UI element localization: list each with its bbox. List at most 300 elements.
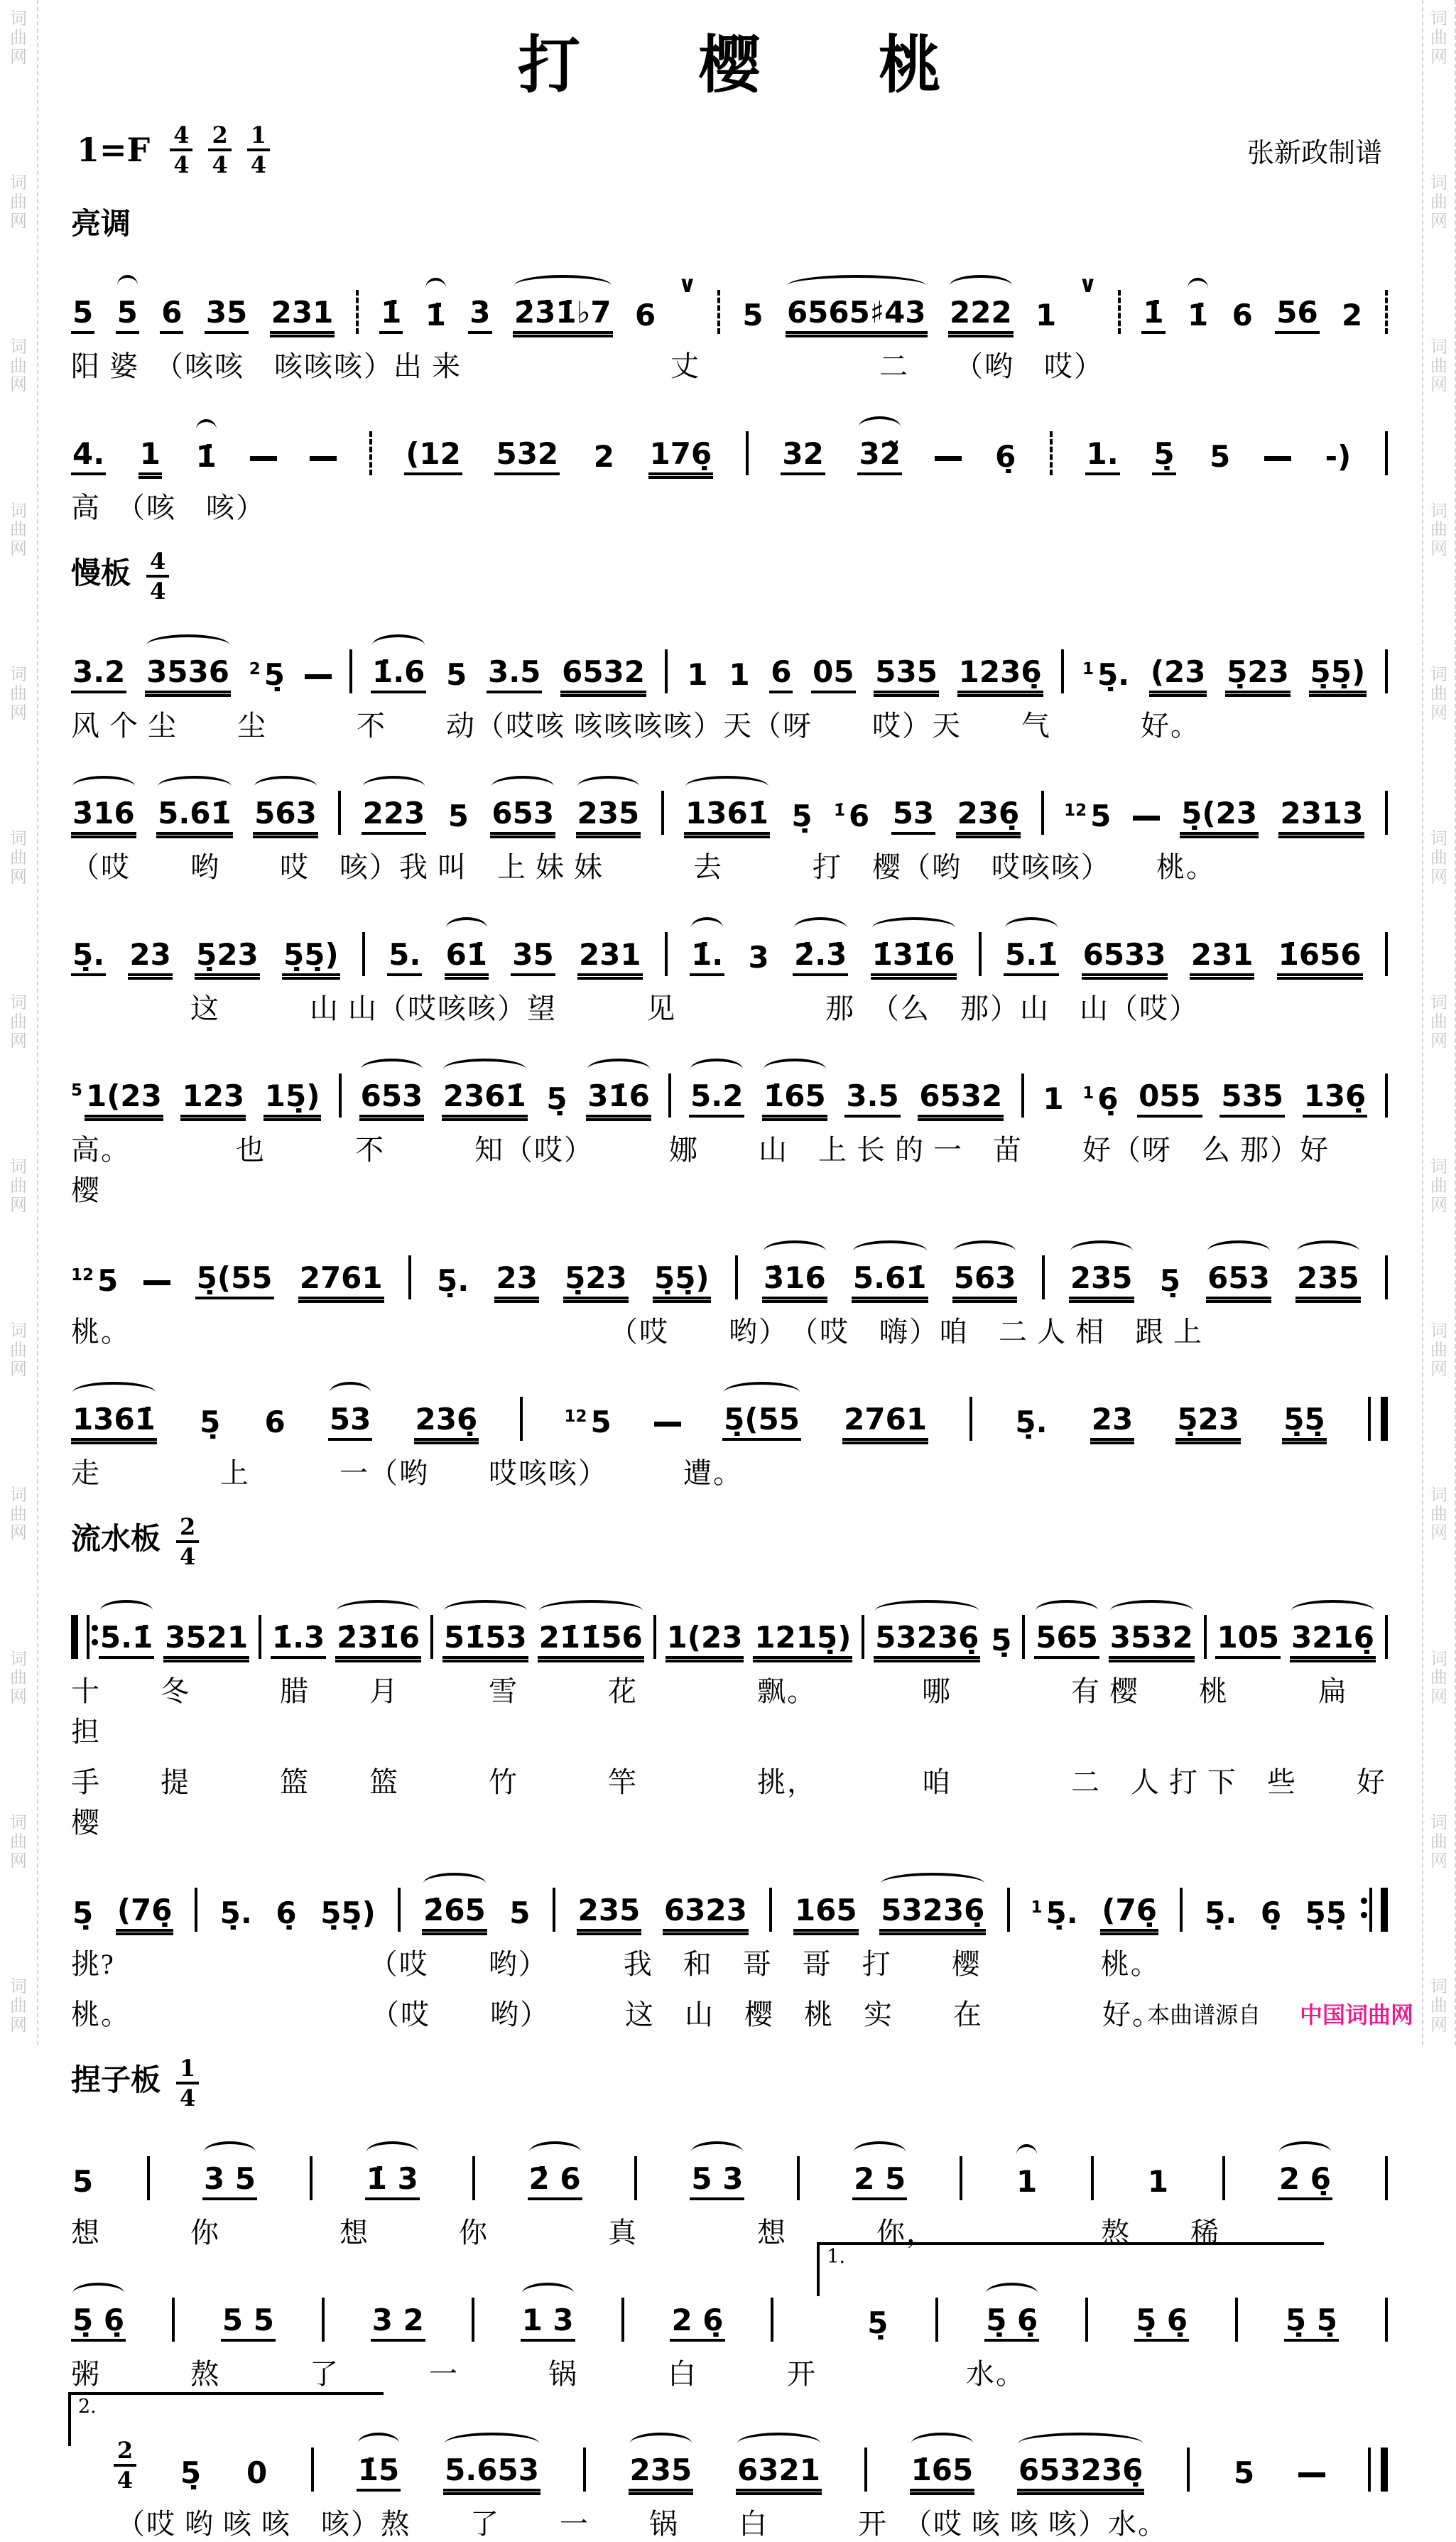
- lyrics-row-10-1: 挑? （哎 哟） 我 和 哥 哥 打 樱 桃。: [71, 1948, 1161, 1980]
- barline: [862, 1615, 864, 1659]
- footer: [1147, 1997, 1413, 2030]
- note-token: 5̣(55: [722, 1405, 801, 1441]
- note-token: 3532: [1109, 1623, 1195, 1659]
- note-token: 6̣: [1260, 1895, 1282, 1930]
- barline: [1222, 2156, 1225, 2200]
- note-token: 535: [874, 657, 939, 693]
- barline: [398, 1888, 401, 1932]
- section-name: 捏子板: [71, 2065, 161, 2097]
- note-token: 53236̣: [879, 1895, 986, 1932]
- grace-note: 1: [1031, 1898, 1043, 1917]
- note-token: 235: [576, 799, 641, 835]
- barline-dashed: [369, 431, 372, 475]
- note-token: 6565♯43: [786, 298, 928, 334]
- watermark-text: 词 曲 网: [1430, 1814, 1447, 1871]
- grace-note: 12: [71, 1266, 94, 1284]
- barline: [668, 1073, 671, 1118]
- note-token: (23: [1149, 657, 1207, 693]
- barline: [1061, 649, 1064, 693]
- watermark-text: 词 曲 网: [10, 1650, 27, 1707]
- barline: [472, 2298, 474, 2342]
- note-token: 6̣: [995, 439, 1016, 474]
- watermark-text: 词 曲 网: [1430, 1321, 1447, 1379]
- note-token: 105: [1215, 1623, 1281, 1659]
- watermark-text: 词 曲 网: [1430, 1650, 1447, 1707]
- note-token: 32: [781, 439, 825, 475]
- note-token: 1̇65: [910, 2455, 975, 2492]
- lyrics-row-1-1: 阳 婆 （咳咳 咳咳咳）出 来 丈 二 （哟 哎）: [71, 350, 1104, 382]
- watermark-text: 词 曲 网: [10, 337, 27, 395]
- note-token: 1̇: [379, 298, 403, 334]
- note-token: 5 5: [221, 2305, 276, 2342]
- barline: [1187, 2448, 1190, 2492]
- note-token: 5: [509, 1895, 531, 1930]
- note-token: 235: [1295, 1263, 1361, 1299]
- note-token: 5̣(23: [1180, 799, 1259, 835]
- barline: [771, 2298, 773, 2342]
- note-token: 5̣: [867, 2305, 889, 2340]
- note-token: 23: [1090, 1405, 1134, 1441]
- barline: [661, 791, 664, 835]
- note-token: 1361̇: [71, 1405, 157, 1441]
- note-token: 1̇.3: [271, 1623, 326, 1659]
- note-token: 5.61̇: [852, 1263, 928, 1299]
- note-token: 2 6̣: [1278, 2164, 1332, 2200]
- duration-dash: [935, 456, 962, 461]
- watermark-text: 词 曲 网: [10, 666, 27, 723]
- lyrics-row-9-2: 手 提 篮 篮 竹 竿 挑， 咱 二 人 打 下 些 好 樱: [71, 1766, 1446, 1839]
- barline: [1385, 1255, 1388, 1299]
- note-token: 223: [362, 799, 427, 835]
- key-signature-group: [77, 121, 270, 178]
- note-token: 3.5: [844, 1081, 900, 1118]
- note-token: 5̣23: [1175, 1405, 1241, 1441]
- note-token: 3216̣: [1290, 1623, 1376, 1659]
- barline-dashed: [1385, 290, 1388, 334]
- watermark-text: 词 曲 网: [10, 1814, 27, 1871]
- barline-dashed: [717, 290, 720, 334]
- note-token: 3: [748, 940, 769, 975]
- barline: [1007, 1888, 1010, 1932]
- note-token: 222: [948, 298, 1014, 334]
- note-token: 5̣5̣: [1282, 1405, 1326, 1441]
- note-token: 5̣: [180, 2455, 202, 2490]
- notes-line-4: [71, 791, 1388, 835]
- note-token: 21̇1̇56: [538, 1623, 644, 1659]
- note-token: 35: [205, 298, 249, 334]
- note-token: 5̣: [200, 1405, 221, 1439]
- note-token: 5̣: [791, 799, 813, 833]
- note-token: 3.2: [71, 657, 126, 693]
- lyrics-row-7-1: 桃。 （哎 哟） （哎 嗨）咱 二 人 相 跟 上: [71, 1316, 1203, 1348]
- watermark-text: 词 曲 网: [1430, 10, 1447, 67]
- barline: [1042, 1255, 1045, 1299]
- barline-dashed: [356, 290, 359, 334]
- section-name: 流水板: [71, 1523, 161, 1556]
- note-token: $^{12}$ 5: [71, 1263, 119, 1298]
- note-token: 1̇ 3: [365, 2164, 420, 2200]
- barline: [1022, 1615, 1025, 1659]
- final-barline: [1368, 1397, 1388, 1441]
- watermark-text: 词 曲 网: [1430, 994, 1447, 1051]
- note-token: 5: [742, 298, 764, 332]
- note-token: 5.1̇: [1004, 940, 1059, 976]
- barline: [349, 649, 352, 693]
- note-token: 1̇.: [690, 940, 724, 976]
- barline: [553, 1888, 555, 1932]
- barline: [172, 2298, 175, 2342]
- watermark-text: 词 曲 网: [1430, 1486, 1447, 1543]
- duration-dash: [1298, 2472, 1325, 2477]
- barline: [746, 431, 749, 475]
- lyrics-row-8-1: 走 上 一（哟 哎咳咳） 遭。: [71, 1457, 743, 1489]
- barline: [147, 2156, 150, 2200]
- note-token: 31̇6: [586, 1081, 651, 1118]
- barline: [979, 932, 982, 976]
- note-token: 4.: [71, 439, 106, 475]
- note-token: 5: [1210, 439, 1231, 474]
- grace-note: 5: [71, 1081, 83, 1100]
- note-token: 136̣: [1303, 1081, 1368, 1118]
- note-token: 5̣23: [563, 1263, 629, 1299]
- note-token: 5̣ 5̣: [1284, 2305, 1339, 2342]
- time-signature: $\frac{1}{4}$: [247, 124, 270, 176]
- note-token: 6̣: [276, 1895, 297, 1930]
- barline: [1385, 1073, 1388, 1118]
- duration-dash: [1133, 816, 1160, 821]
- lyrics-row-5-1: 这 山 山（哎咳咳）望 见 那 （么 那）山 山（哎）: [71, 993, 1199, 1024]
- note-token: 2 5: [852, 2164, 907, 2200]
- note-token: 5: [1234, 2455, 1255, 2490]
- notes-line-5: [71, 932, 1388, 976]
- note-token: (76̣: [1100, 1895, 1158, 1932]
- section-label: [71, 200, 1388, 243]
- notes-line-3: [71, 649, 1388, 693]
- grace-note: 1̇: [834, 801, 846, 820]
- barline: [735, 1255, 738, 1299]
- note-token: 2: [593, 439, 614, 474]
- duration-dash: [1264, 456, 1291, 461]
- section-label: [71, 548, 1388, 605]
- watermark-text: 词 曲 网: [10, 1158, 27, 1215]
- note-token: 5̣23: [195, 940, 260, 976]
- barline: [259, 1615, 261, 1659]
- barline: [1021, 1073, 1024, 1118]
- note-token: 235: [1069, 1263, 1134, 1299]
- note-token: 5̣: [991, 1623, 1012, 1657]
- notes-line-12: 5̣ 6̣ 5 5 3 2 1 3 2 6̣ 1. 5̣ 5̣ 6̣ 5̣ 6̣ 5̣ 5̣: [71, 2298, 1388, 2342]
- barline-dashed: [1118, 290, 1121, 334]
- note-token: 5̣5̣): [653, 1263, 711, 1299]
- watermark-text: 词 曲 网: [1430, 1158, 1447, 1215]
- barline: [1085, 2298, 1088, 2342]
- note-token: 5.653: [443, 2455, 540, 2492]
- note-token: 3: [468, 298, 491, 334]
- lyrics-row-3-1: 风 个 尘 尘 不 动（哎咳 咳咳咳咳）天（呀 哎）天 气 好。: [71, 710, 1200, 742]
- note-token: $^1$ 5̣.: [1082, 657, 1130, 692]
- note-token: $^{12}$ 5: [1064, 799, 1112, 833]
- barline: [653, 1615, 656, 1659]
- duration-dash: [654, 1422, 681, 1427]
- watermark-text: 词 曲 网: [10, 994, 27, 1051]
- watermark-text: 词 曲 网: [10, 1321, 27, 1379]
- grace-note: 2: [249, 660, 261, 678]
- barline: [621, 2298, 624, 2342]
- notes-line-2: [71, 431, 1388, 475]
- barline: [1385, 431, 1388, 475]
- note-token: 653: [490, 799, 555, 835]
- note-token: 23: [128, 940, 172, 976]
- note-token: 53236̣: [874, 1623, 980, 1659]
- barline: [1091, 2156, 1094, 2200]
- note-token: 2761: [298, 1263, 384, 1299]
- repeat-end-barline: [1369, 1888, 1388, 1932]
- barline: [1041, 791, 1044, 835]
- note-token: 0: [246, 2455, 268, 2490]
- lyrics-row-11-1: 想 你 想 你 真 想 你， 熬 稀: [71, 2217, 1220, 2249]
- barline: [338, 791, 341, 835]
- repeat-begin-barline: [71, 1615, 89, 1659]
- note-token: 5̣ 6̣: [71, 2305, 126, 2342]
- lyrics-row-12-1: 粥 熬 了 一 锅 白 开 水。: [71, 2358, 1026, 2390]
- note-token: 236̣: [956, 799, 1021, 835]
- final-barline: [1368, 2448, 1388, 2492]
- right-watermark-strip: [1422, 0, 1456, 2045]
- note-token: 3536: [145, 657, 231, 693]
- note-token: 5̣.: [437, 1263, 469, 1298]
- duration-dash: [305, 674, 332, 679]
- note-token: 1: [729, 657, 750, 692]
- note-token: 2̇31̇6: [335, 1623, 421, 1659]
- barline: [408, 1255, 411, 1299]
- note-token: 1̇: [1141, 298, 1165, 334]
- note-token: 165: [793, 1895, 859, 1932]
- barline: [665, 932, 668, 976]
- note-token: 2 6̣: [670, 2305, 724, 2342]
- note-token: 1̇.6: [371, 657, 426, 693]
- note-token: 2̇3̇1̇♭7: [513, 298, 613, 334]
- time-signature: $\frac{2}{4}$: [114, 2439, 136, 2492]
- note-token: 5̣.: [71, 940, 106, 976]
- grace-note: 1: [1082, 660, 1094, 678]
- arranger-credit: 张新政制谱: [1246, 138, 1382, 168]
- note-token: 653: [359, 1081, 425, 1118]
- note-token: 3 5: [202, 2164, 257, 2200]
- note-token: 3.5: [487, 657, 542, 693]
- note-token: 6323: [663, 1895, 749, 1932]
- note-token: 5̣5̣: [1305, 1895, 1347, 1930]
- watermark-text: 词 曲 网: [10, 830, 27, 887]
- barline: [960, 2156, 962, 2200]
- note-token: $^{12}$ 5: [564, 1405, 612, 1439]
- note-token: 123: [180, 1081, 246, 1118]
- note-token: 5̣23: [1225, 657, 1291, 693]
- note-token: 1̇: [425, 298, 446, 332]
- note-token: 3521: [163, 1623, 249, 1659]
- note-token: 2̇.3̇: [793, 940, 848, 976]
- lyrics-row-9-1: 十 冬 腊 月 雪 花 飘。 哪 有 樱 桃 扁 担: [71, 1675, 1408, 1748]
- barline: [1180, 1888, 1183, 1932]
- barline: [634, 2156, 637, 2200]
- note-token: 5: [71, 298, 94, 334]
- note-token: 23: [494, 1263, 538, 1299]
- note-token: 5 3: [690, 2164, 744, 2200]
- note-token: 5.2: [689, 1081, 744, 1118]
- time-signature: $\frac{1}{4}$: [176, 2057, 199, 2109]
- note-token: 5̣(55: [195, 1263, 274, 1299]
- grace-note: 12: [564, 1407, 587, 1426]
- note-token: 235: [577, 1895, 642, 1932]
- barline: [1385, 932, 1388, 976]
- watermark-text: 词 曲 网: [10, 1978, 27, 2035]
- watermark-text: 词 曲 网: [1430, 666, 1447, 723]
- notes-line-9: [71, 1615, 1388, 1659]
- note-token: 6: [264, 1405, 286, 1439]
- note-token: 3̇16: [762, 1263, 827, 1299]
- grace-note: 1: [1082, 1084, 1094, 1103]
- duration-dash: [250, 456, 277, 461]
- note-token: 5̣: [1159, 1263, 1180, 1298]
- note-token: 6532: [560, 657, 646, 693]
- note-token: $^2$ 5̣: [249, 657, 285, 692]
- section-name: 慢板: [71, 558, 131, 590]
- barline: [1385, 1615, 1388, 1659]
- note-token: 5: [72, 2164, 94, 2199]
- breath-mark: ∨: [1078, 271, 1097, 298]
- note-token: 6532: [918, 1081, 1004, 1118]
- lyrics-row-2-1: 高 （咳 咳）: [71, 492, 266, 524]
- notes-line-11: [71, 2156, 1388, 2200]
- left-watermark-strip: [0, 0, 38, 2045]
- footer-source-label: 本曲谱源自: [1147, 2002, 1261, 2028]
- note-token: -): [1325, 439, 1352, 474]
- note-token: 2̇ 6: [528, 2164, 582, 2200]
- key-row: [71, 121, 1388, 178]
- note-token: 6: [160, 298, 183, 334]
- time-signature: $\frac{2}{4}$: [208, 124, 231, 176]
- note-token: 5̣.: [219, 1895, 252, 1930]
- note-token: 1361̇: [684, 799, 770, 835]
- watermark-text: 词 曲 网: [1430, 830, 1447, 887]
- barline: [520, 1397, 523, 1441]
- barline: [769, 1888, 772, 1932]
- note-token: 6: [769, 657, 793, 693]
- barline: [322, 2298, 325, 2342]
- note-token: 5.61̇: [156, 799, 233, 835]
- note-token: 5̣5̣): [282, 940, 340, 976]
- footer-site-name: 中国词曲网: [1299, 2002, 1413, 2028]
- note-token: $^1$ 6̣: [1082, 1081, 1119, 1116]
- note-token: 1̇31̇6: [871, 940, 957, 976]
- grace-note: 12: [1064, 801, 1087, 820]
- barline: [583, 2448, 586, 2492]
- note-token: 5̣: [72, 1895, 94, 1930]
- song-title: 打 樱 桃: [517, 32, 992, 101]
- note-token: (12: [404, 439, 462, 475]
- note-token: 51̇53: [442, 1623, 528, 1659]
- note-token: $^{1̇}$ 6: [834, 799, 870, 833]
- watermark-text: 词 曲 网: [10, 10, 27, 67]
- note-token: 5̣.: [1205, 1895, 1237, 1930]
- note-token: 236̣: [414, 1405, 479, 1441]
- note-token: 231: [1190, 940, 1255, 976]
- note-token: 565: [1034, 1623, 1099, 1659]
- note-token: 1: [1043, 1081, 1064, 1116]
- section-name: 亮调: [71, 208, 131, 241]
- note-token: 1215̣): [753, 1623, 852, 1659]
- note-token: 5̣: [546, 1081, 567, 1116]
- notes-line-1: [71, 271, 1388, 334]
- note-token: 2313: [1278, 799, 1364, 835]
- note-token: 235: [629, 2455, 694, 2492]
- note-token: 1: [138, 439, 162, 475]
- breath-mark: ∨: [678, 271, 697, 298]
- notes-line-6: [71, 1073, 1388, 1118]
- note-token: 5: [447, 799, 469, 833]
- note-token: 1: [1016, 2164, 1038, 2199]
- watermark-text: 词 曲 网: [1430, 502, 1447, 559]
- notes-line-8: [71, 1397, 1388, 1441]
- note-token: 53: [891, 799, 935, 835]
- note-token: 1236̣: [957, 657, 1043, 693]
- watermark-text: 词 曲 网: [10, 173, 27, 231]
- note-token: 231: [577, 940, 643, 976]
- barline: [195, 1888, 197, 1932]
- note-token: 5̣ 6̣: [984, 2305, 1039, 2342]
- note-token: 32̃: [857, 439, 901, 475]
- note-token: 535: [1219, 1081, 1285, 1118]
- note-token: 1.: [1085, 439, 1120, 475]
- note-token: 1̇65: [762, 1081, 827, 1118]
- barline: [1235, 2298, 1238, 2342]
- note-token: 3 2: [371, 2305, 425, 2342]
- watermark-text: 词 曲 网: [10, 502, 27, 559]
- note-token: 2361̇: [442, 1081, 528, 1118]
- barline: [969, 1397, 972, 1441]
- duration-dash: [143, 1280, 170, 1285]
- barline: [1385, 2298, 1388, 2342]
- note-token: 1 3: [521, 2305, 575, 2342]
- note-token: 2: [1342, 298, 1363, 332]
- note-token: 5̣5̣): [320, 1895, 376, 1930]
- note-token: 05: [811, 657, 855, 693]
- note-token: 231: [270, 298, 335, 334]
- note-token: 5: [116, 298, 139, 334]
- time-signature: $\frac{4}{4}$: [146, 550, 169, 602]
- barline: [1385, 649, 1388, 693]
- note-token: 563: [253, 799, 318, 835]
- note-token: 15̣): [264, 1081, 322, 1118]
- note-token: (76̣: [116, 1895, 174, 1932]
- note-token: 1: [687, 657, 708, 692]
- note-token: 6: [1232, 298, 1253, 332]
- note-token: 6321: [736, 2455, 822, 2492]
- notes-line-7: [71, 1255, 1388, 1299]
- lyrics-row-4-1: （哎 哟 哎 咳）我 叫 上 妹 妹 去 打 樱（哟 哎咳咳） 桃。: [71, 851, 1216, 883]
- barline: [362, 932, 365, 976]
- note-token: 6533: [1082, 940, 1168, 976]
- note-token: 5̣: [1152, 439, 1175, 475]
- watermark-text: 词 曲 网: [1430, 1978, 1447, 2035]
- barline: [665, 649, 668, 693]
- note-token: 5.: [387, 940, 422, 976]
- note-token: 055: [1137, 1081, 1202, 1118]
- notes-line-10: [71, 1888, 1388, 1932]
- note-token: 653236̣: [1017, 2455, 1144, 2492]
- barline-dashed: [1050, 431, 1053, 475]
- section-label: [71, 1515, 1388, 1568]
- note-token: 6: [635, 298, 656, 332]
